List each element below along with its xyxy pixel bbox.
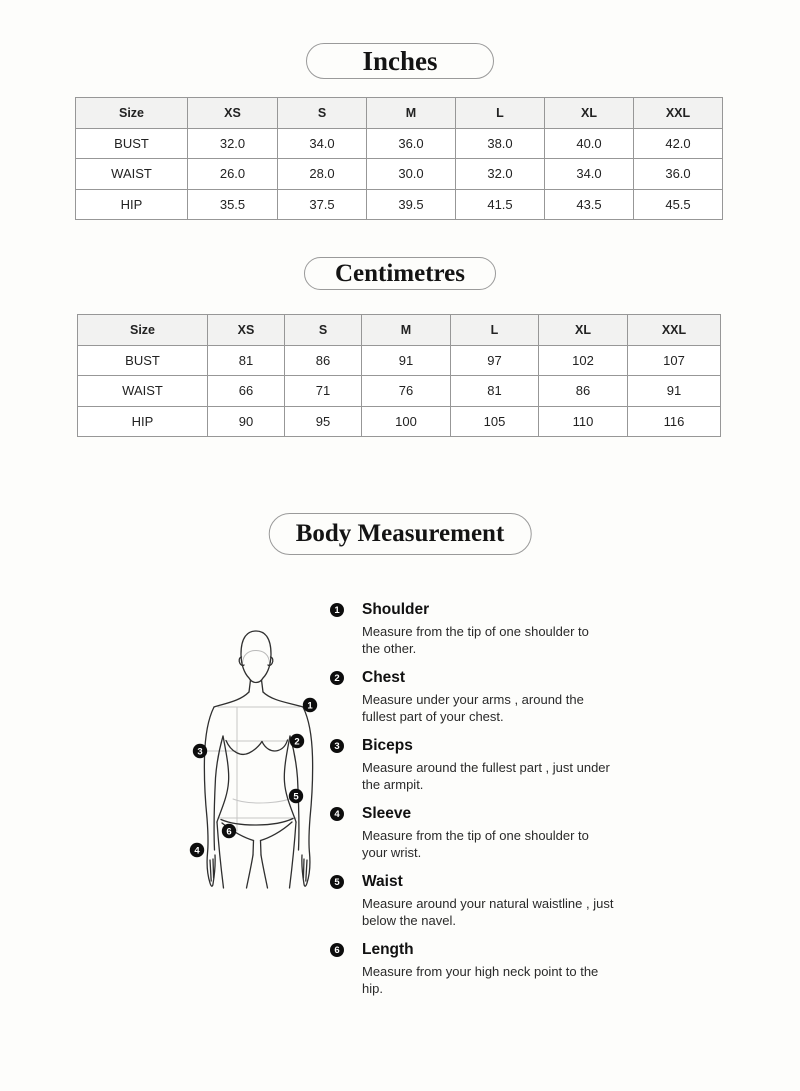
- cell-value: 116: [628, 406, 721, 437]
- number-badge: 2: [330, 671, 344, 685]
- row-label: HIP: [76, 189, 188, 220]
- number-badge: 5: [330, 875, 344, 889]
- measurement-content: [362, 873, 613, 929]
- measurement-description: [362, 691, 584, 725]
- inches-section-title: Inches: [306, 43, 494, 79]
- cell-value: 100: [362, 406, 451, 437]
- column-header-size: Size: [78, 315, 208, 346]
- measurement-name: Waist: [362, 873, 403, 890]
- description-line: the armpit.: [362, 777, 424, 792]
- cell-value: 28.0: [278, 159, 367, 190]
- table-row-hip: [76, 189, 723, 220]
- description-line: the other.: [362, 641, 417, 656]
- row-label: WAIST: [78, 376, 208, 407]
- column-header-xxl: XXL: [628, 315, 721, 346]
- inches-header-row: [76, 98, 723, 129]
- cell-value: 71: [285, 376, 362, 407]
- measurement-item-biceps: [330, 737, 630, 793]
- cell-value: 38.0: [456, 128, 545, 159]
- cell-value: 26.0: [188, 159, 278, 190]
- cell-value: 102: [539, 345, 628, 376]
- cell-value: 40.0: [545, 128, 634, 159]
- cell-value: 105: [451, 406, 539, 437]
- measurement-name: Biceps: [362, 737, 413, 754]
- cell-value: 42.0: [634, 128, 723, 159]
- measurement-content: [362, 601, 589, 657]
- column-header-l: L: [451, 315, 539, 346]
- measurement-description: [362, 623, 589, 657]
- cell-value: 97: [451, 345, 539, 376]
- cell-value: 66: [208, 376, 285, 407]
- cell-value: 91: [362, 345, 451, 376]
- measurement-description: [362, 963, 598, 997]
- cell-value: 34.0: [545, 159, 634, 190]
- cell-value: 41.5: [456, 189, 545, 220]
- cell-value: 81: [451, 376, 539, 407]
- measurement-content: [362, 941, 598, 997]
- table-row-bust: [78, 345, 721, 376]
- number-badge: 6: [330, 943, 344, 957]
- description-line: Measure from the tip of one shoulder to: [362, 828, 589, 843]
- description-line: Measure around the fullest part , just under: [362, 760, 610, 775]
- measurement-content: [362, 737, 610, 793]
- cell-value: 86: [285, 345, 362, 376]
- number-badge: 1: [330, 603, 344, 617]
- measurement-name: Shoulder: [362, 601, 430, 618]
- description-line: hip.: [362, 981, 383, 996]
- measurement-content: [362, 669, 584, 725]
- measurement-guide-lines: [205, 651, 300, 832]
- description-line: below the navel.: [362, 913, 456, 928]
- column-header-m: M: [367, 98, 456, 129]
- number-badge: 3: [330, 739, 344, 753]
- table-row-hip: [78, 406, 721, 437]
- description-line: Measure under your arms , around the: [362, 692, 584, 707]
- cell-value: 37.5: [278, 189, 367, 220]
- cell-value: 95: [285, 406, 362, 437]
- cell-value: 90: [208, 406, 285, 437]
- row-label: WAIST: [76, 159, 188, 190]
- figure-badge-2-number: 2: [294, 736, 300, 748]
- size-chart-inches-table: [75, 97, 723, 220]
- measurement-description: [362, 827, 589, 861]
- cm-header-row: [78, 315, 721, 346]
- table-row-waist: [78, 376, 721, 407]
- row-label: BUST: [76, 128, 188, 159]
- cell-value: 32.0: [456, 159, 545, 190]
- description-line: Measure around your natural waistline , just: [362, 896, 614, 911]
- table-row-waist: [76, 159, 723, 190]
- size-chart-centimetres-table: [77, 314, 721, 437]
- measurement-item-chest: [330, 669, 630, 725]
- cell-value: 32.0: [188, 128, 278, 159]
- cell-value: 43.5: [545, 189, 634, 220]
- measurement-item-shoulder: [330, 601, 630, 657]
- measurement-name: Chest: [362, 669, 406, 686]
- description-line: fullest part of your chest.: [362, 709, 504, 724]
- cell-value: 36.0: [367, 128, 456, 159]
- measurement-item-sleeve: [330, 805, 630, 861]
- cell-value: 86: [539, 376, 628, 407]
- column-header-l: L: [456, 98, 545, 129]
- description-line: Measure from the tip of one shoulder to: [362, 624, 589, 639]
- cell-value: 30.0: [367, 159, 456, 190]
- centimetres-section-title: Centimetres: [304, 257, 496, 290]
- measurement-name: Length: [362, 941, 414, 958]
- row-label: BUST: [78, 345, 208, 376]
- cell-value: 107: [628, 345, 721, 376]
- cell-value: 110: [539, 406, 628, 437]
- description-line: your wrist.: [362, 845, 422, 860]
- cell-value: 34.0: [278, 128, 367, 159]
- figure-badge-6-number: 6: [226, 826, 232, 838]
- body-measurement-section-title: Body Measurement: [269, 513, 532, 555]
- cell-value: 76: [362, 376, 451, 407]
- number-badge: 4: [330, 807, 344, 821]
- measurement-item-waist: [330, 873, 630, 929]
- column-header-xs: XS: [208, 315, 285, 346]
- measurement-instructions-list: [330, 601, 630, 1009]
- row-label: HIP: [78, 406, 208, 437]
- column-header-xl: XL: [539, 315, 628, 346]
- column-header-size: Size: [76, 98, 188, 129]
- body-figure-illustration: [183, 612, 333, 897]
- table-row-bust: [76, 128, 723, 159]
- column-header-s: S: [278, 98, 367, 129]
- cell-value: 81: [208, 345, 285, 376]
- column-header-s: S: [285, 315, 362, 346]
- measurement-item-length: [330, 941, 630, 997]
- body-outline-paths: [204, 631, 312, 888]
- cell-value: 45.5: [634, 189, 723, 220]
- column-header-m: M: [362, 315, 451, 346]
- figure-badge-5-number: 5: [293, 791, 299, 803]
- figure-badge-4-number: 4: [194, 845, 200, 857]
- measurement-content: [362, 805, 589, 861]
- cell-value: 91: [628, 376, 721, 407]
- cell-value: 35.5: [188, 189, 278, 220]
- column-header-xl: XL: [545, 98, 634, 129]
- cell-value: 36.0: [634, 159, 723, 190]
- female-body-outline-drawing: [183, 612, 333, 897]
- measurement-description: [362, 895, 613, 929]
- measurement-name: Sleeve: [362, 805, 412, 822]
- cell-value: 39.5: [367, 189, 456, 220]
- figure-badge-3-number: 3: [197, 746, 203, 758]
- measurement-description: [362, 759, 610, 793]
- figure-badge-1-number: 1: [307, 700, 313, 712]
- column-header-xs: XS: [188, 98, 278, 129]
- description-line: Measure from your high neck point to the: [362, 964, 599, 979]
- column-header-xxl: XXL: [634, 98, 723, 129]
